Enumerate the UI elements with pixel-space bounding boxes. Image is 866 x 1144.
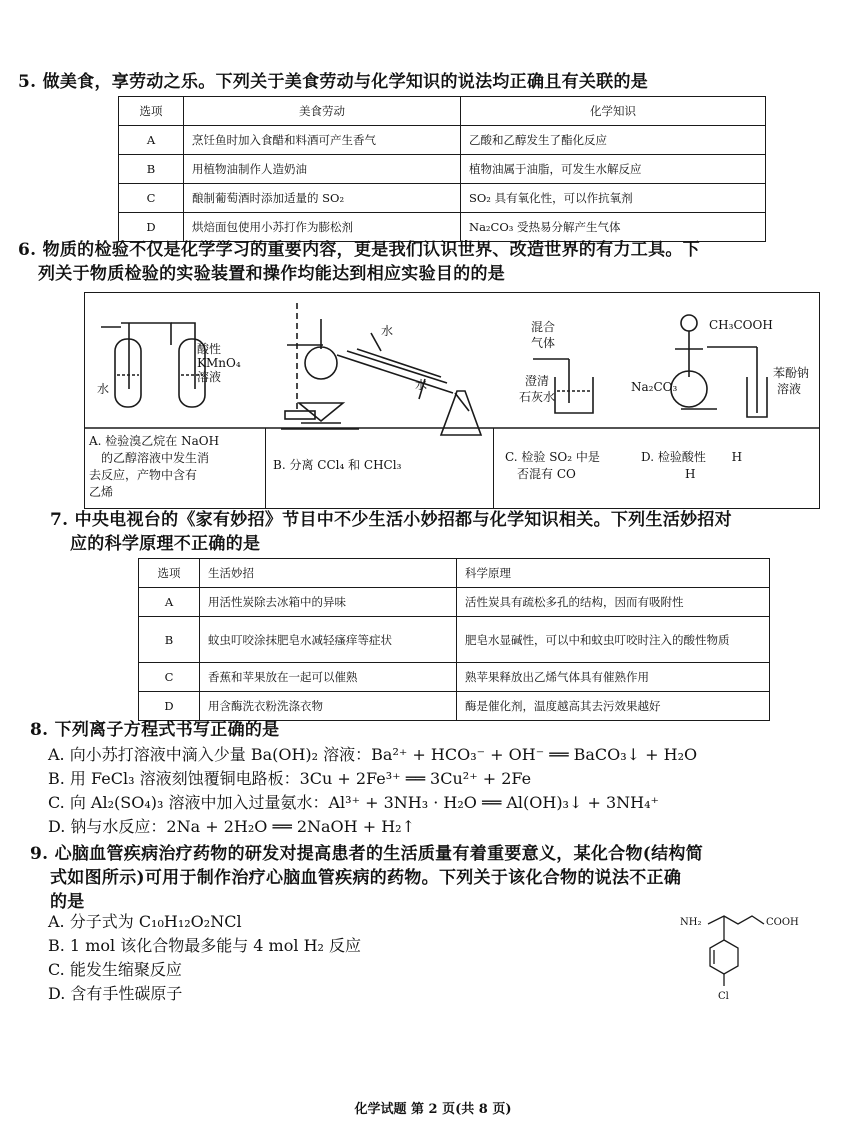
q5-row-d-option: D <box>119 213 184 242</box>
q9-label-cl: Cl <box>718 991 729 1002</box>
q6-label-kmno4-2: KMnO₄ <box>197 356 241 370</box>
q6-label-lime-1: 澄清 <box>525 374 550 388</box>
q5-table <box>118 96 766 242</box>
q6-label-acetic-acid: CH₃COOH <box>709 318 773 332</box>
q7-row-c-principle: 熟苹果释放出乙烯气体具有催熟作用 <box>457 663 770 692</box>
table-row <box>119 126 766 155</box>
q6-apparatus-figure <box>84 292 820 509</box>
q7-row-a-option: A <box>139 588 200 617</box>
q7-row-d-option: D <box>139 692 200 721</box>
table-row <box>119 184 766 213</box>
q5-row-c-knowledge: SO₂ 具有氧化性，可以作抗氧剂 <box>461 184 766 213</box>
table-row <box>119 155 766 184</box>
q7-row-d-tip: 用含酶洗衣粉洗涤衣物 <box>200 692 457 721</box>
q9-option-a: A. 分子式为 C₁₀H₁₂O₂NCl <box>48 912 242 931</box>
q7-header-row <box>139 559 770 588</box>
q7-row-b-tip: 蚊虫叮咬涂抹肥皂水减轻瘙痒等症状 <box>200 617 457 663</box>
q5-row-a-option: A <box>119 126 184 155</box>
q6-caption-d: D. 检验酸性 H H <box>641 450 743 481</box>
q5-col-option: 选项 <box>119 97 184 126</box>
q7-col-principle: 科学原理 <box>457 559 770 588</box>
q5-row-b-option: B <box>119 155 184 184</box>
q9-stem: 9. 心脑血管疾病治疗药物的研发对提高患者的生活质量有着重要意义，某化合物(结构简 式如图所示)可用于制作治疗心脑血管疾病的药物。下列关于该化合物的说法不正确 的是 <box>30 844 704 912</box>
q6-label-gas-1: 混合 <box>531 320 556 334</box>
q5-header-row <box>119 97 766 126</box>
table-row <box>139 617 770 663</box>
q6-label-water-a: 水 <box>97 382 110 396</box>
q7-row-a-tip: 用活性炭除去冰箱中的异味 <box>200 588 457 617</box>
q7-row-b-principle: 肥皂水显碱性，可以中和蚊虫叮咬时注入的酸性物质 <box>457 617 770 663</box>
table-row <box>139 663 770 692</box>
q7-stem: 7. 中央电视台的《家有妙招》节目中不少生活小妙招都与化学知识相关。下列生活妙招对 应的科学原理不正确的是 <box>50 510 732 554</box>
q6-label-water-b2: 水 <box>415 378 428 392</box>
q6-label-water-b1: 水 <box>381 324 394 338</box>
q5-row-a-activity: 烹饪鱼时加入食醋和料酒可产生香气 <box>184 126 461 155</box>
q9-option-d: D. 含有手性碳原子 <box>48 984 183 1003</box>
q5-col-knowledge: 化学知识 <box>461 97 766 126</box>
q6-label-lime-2: 石灰水 <box>519 390 556 404</box>
q6-caption-c: C. 检验 SO₂ 中是 否混有 CO <box>505 450 600 481</box>
page-footer: 化学试题 第 2 页(共 8 页) <box>354 1102 512 1117</box>
q8-option-c: C. 向 Al₂(SO₄)₃ 溶液中加入过量氨水：Al³⁺ + 3NH₃ · H₂O ══ Al(OH)₃↓ + 3NH₄⁺ <box>48 793 659 812</box>
q6-caption-divider-2 <box>493 428 494 508</box>
q5-col-activity: 美食劳动 <box>184 97 461 126</box>
q9-label-nh2: NH₂ <box>680 917 702 928</box>
q5-stem: 5. 做美食，享劳动之乐。下列关于美食劳动与化学知识的说法均正确且有关联的是 <box>18 72 649 92</box>
table-row <box>139 692 770 721</box>
q7-table <box>138 558 770 721</box>
q6-caption-a: A. 检验溴乙烷在 NaOH 的乙醇溶液中发生消 去反应，产物中含有 乙烯 <box>89 434 220 499</box>
q7-row-c-tip: 香蕉和苹果放在一起可以催熟 <box>200 663 457 692</box>
table-row <box>139 588 770 617</box>
q7-row-a-principle: 活性炭具有疏松多孔的结构，因而有吸附性 <box>457 588 770 617</box>
q6-caption-b: B. 分离 CCl₄ 和 CHCl₃ <box>273 458 402 472</box>
q9-option-b: B. 1 mol 该化合物最多能与 4 mol H₂ 反应 <box>48 936 362 955</box>
q8-option-b: B. 用 FeCl₃ 溶液刻蚀覆铜电路板：3Cu + 2Fe³⁺ ══ 3Cu²⁺ + 2Fe <box>48 769 532 788</box>
q5-row-c-option: C <box>119 184 184 213</box>
q9-option-c: C. 能发生缩聚反应 <box>48 960 182 979</box>
q6-label-solution-2: 溶液 <box>777 382 802 396</box>
q5-row-c-activity: 酿制葡萄酒时添加适量的 SO₂ <box>184 184 461 213</box>
q5-row-a-knowledge: 乙酸和乙醇发生了酯化反应 <box>461 126 766 155</box>
q8-option-d: D. 钠与水反应：2Na + 2H₂O ══ 2NaOH + H₂↑ <box>48 817 415 836</box>
q6-label-kmno4-1: 酸性 <box>197 342 222 356</box>
q6-label-kmno4-3: 溶液 <box>197 370 222 384</box>
q9-label-cooh: COOH <box>766 917 799 928</box>
q6-label-na2co3: Na₂CO₃ <box>631 380 678 394</box>
q6-label-gas-2: 气体 <box>531 336 556 350</box>
q9-structure-figure <box>680 906 810 1006</box>
q7-col-option: 选项 <box>139 559 200 588</box>
q7-col-tip: 生活妙招 <box>200 559 457 588</box>
q7-row-b-option: B <box>139 617 200 663</box>
q5-row-b-knowledge: 植物油属于油脂，可发生水解反应 <box>461 155 766 184</box>
q5-row-b-activity: 用植物油制作人造奶油 <box>184 155 461 184</box>
q7-row-c-option: C <box>139 663 200 692</box>
q8-stem: 8. 下列离子方程式书写正确的是 <box>30 720 280 740</box>
q7-row-d-principle: 酶是催化剂，温度越高其去污效果越好 <box>457 692 770 721</box>
q6-caption-divider-1 <box>265 428 266 508</box>
q5-row-d-activity: 烘焙面包使用小苏打作为膨松剂 <box>184 213 461 242</box>
q6-label-solution-1: 苯酚钠 <box>773 366 810 380</box>
q6-stem: 6. 物质的检验不仅是化学学习的重要内容，更是我们认识世界、改造世界的有力工具。下 列关于物质检验的实验装置和操作均能达到相应实验目的的是 <box>18 240 700 284</box>
q8-option-a: A. 向小苏打溶液中滴入少量 Ba(OH)₂ 溶液：Ba²⁺ + HCO₃⁻ + OH⁻ ══ BaCO₃↓ + H₂O <box>48 745 698 764</box>
q5-row-d-knowledge: Na₂CO₃ 受热易分解产生气体 <box>461 213 766 242</box>
